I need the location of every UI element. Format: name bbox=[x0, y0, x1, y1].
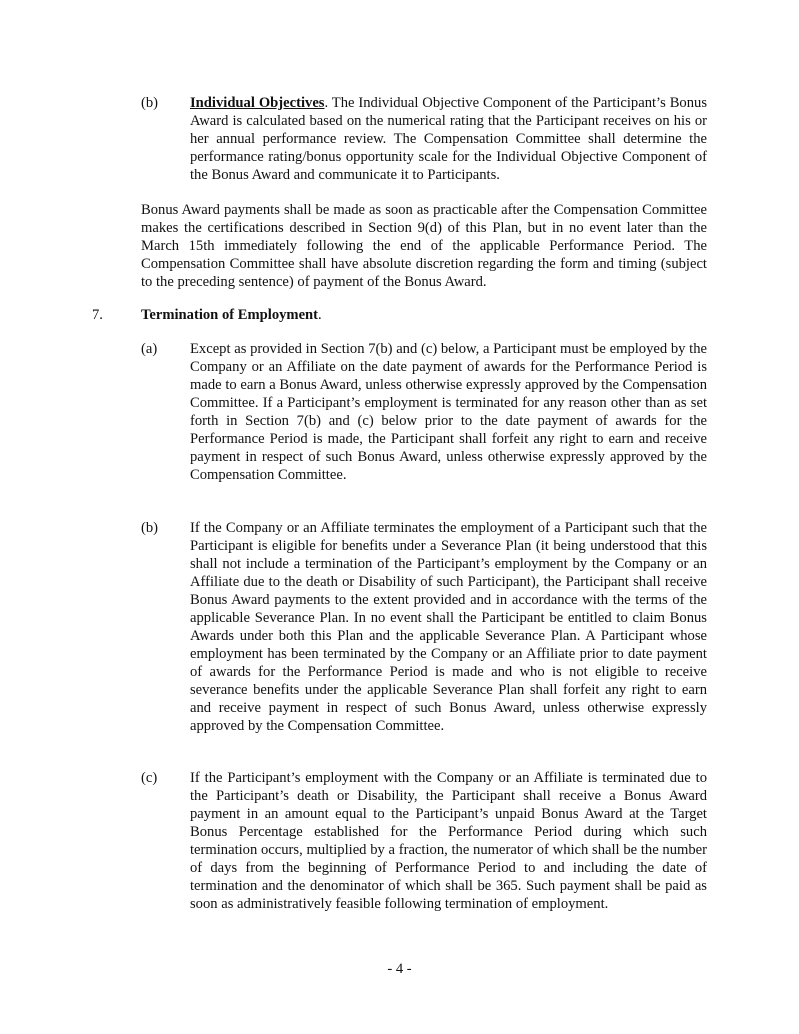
subsection-heading: Individual Objectives bbox=[190, 95, 325, 111]
subsection-text: . The Individual Objective Component of the Participant’s Bonus Award is calculated based on the numerical rating that the Participant receives on his or her annual performance review. The Compensation Committee shall determine the performance rating/bonus opportunity scale for the Individual Objective Component of the Bonus Award and communicate it to Participants. bbox=[190, 95, 707, 183]
section-title: Termination of Employment bbox=[141, 307, 319, 323]
subsection-text: If the Company or an Affiliate terminates the employment of a Participant such that the Participant is eligible for benefits under a Severance Plan (it being understood that this shall not include a termination of the Participant’s employment by the Company or an Affiliate due to the death or Disability of such Participant), the Participant shall receive Bonus Award payments to the extent provided and in accordance with the terms of the applicable Severance Plan. In no event shall the Participant be entitled to claim Bonus Awards under both this Plan and the applicable Severance Plan. A Participant whose employment has been terminated by the Company or an Affiliate prior to date payment of awards for the Performance Period is made and who is not eligible to receive severance benefits under the applicable Severance Plan shall forfeit any right to earn and receive payment in respect of such Bonus Award, unless otherwise expressly approved by the Compensation Committee. bbox=[190, 520, 707, 734]
subsection-body bbox=[190, 94, 707, 184]
section-number: 7. bbox=[92, 307, 103, 323]
subsection-label: (b) bbox=[141, 520, 159, 536]
section-7-heading bbox=[92, 306, 712, 324]
subsection-text: Except as provided in Section 7(b) and (c) below, a Participant must be employed by the Company or an Affiliate on the date payment of awards for the Performance Period is made to earn a Bonus Award, unless otherwise expressly approved by the Compensation Committee. If a Participant’s employment is terminated for any reason other than as set forth in Section 7(b) and (c) below prior to the date payment of awards for the Performance Period is made, the Participant shall forfeit any right to earn and receive payment in respect of such Bonus Award, unless otherwise expressly approved by the Compensation Committee. bbox=[190, 341, 707, 483]
payment-paragraph: Bonus Award payments shall be made as soon as practicable after the Compensation Committee makes the certifications described in Section 9(d) of this Plan, but in no event later than the March 15th immediately following the end of the applicable Performance Period. The Compensation Committee shall have absolute discretion regarding the form and timing (subject to the preceding sentence) of payment of the Bonus Award. bbox=[141, 202, 707, 290]
page-number: - 4 - bbox=[387, 961, 412, 977]
subsection-label: (a) bbox=[141, 341, 158, 357]
section-title-suffix: . bbox=[318, 307, 322, 323]
subsection-text: If the Participant’s employment with the Company or an Affiliate is terminated due to the Participant’s death or Disability, the Participant shall receive a Bonus Award payment in an amount equal to the Participant’s unpaid Bonus Award at the Target Bonus Percentage established for the Performance Period during which such termination occurs, multiplied by a fraction, the numerator of which shall be the number of days from the beginning of Performance Period to and including the date of termination and the denominator of which shall be 365. Such payment shall be paid as soon as administratively feasible following termination of employment. bbox=[190, 770, 707, 912]
subsection-label: (c) bbox=[141, 770, 158, 786]
subsection-label: (b) bbox=[141, 95, 159, 111]
